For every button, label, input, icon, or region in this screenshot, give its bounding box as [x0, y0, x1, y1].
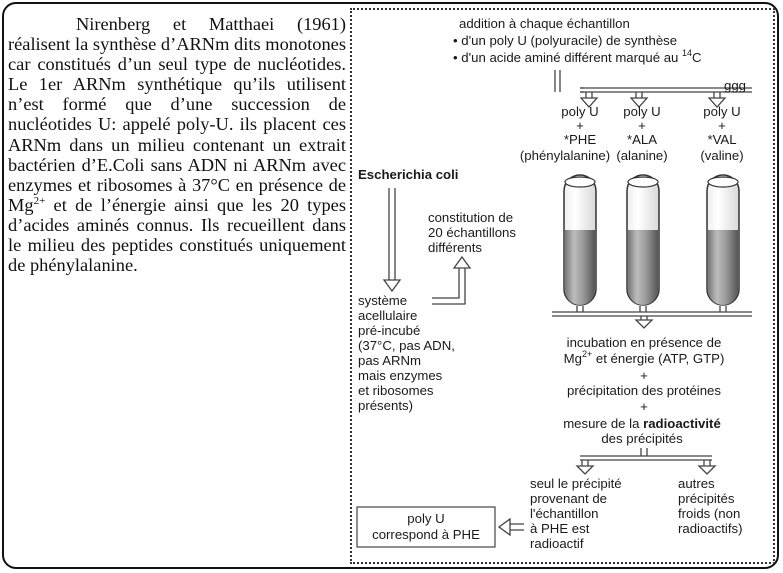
svg-text:radioactif: radioactif	[530, 536, 584, 551]
svg-text:poly U: poly U	[561, 104, 599, 119]
test-tube-val	[707, 175, 739, 305]
svg-text:à PHE est: à PHE est	[530, 521, 590, 536]
svg-text:présents): présents)	[358, 398, 413, 413]
result-right	[678, 476, 743, 536]
tube-label-val	[700, 104, 743, 163]
distribution-arrows	[555, 70, 752, 107]
header-line-3: • d'un acide aminé différent marqué au $^{14}$C	[453, 48, 702, 65]
step-plus-2: +	[640, 399, 648, 414]
svg-text:(valine): (valine)	[700, 148, 744, 163]
down-arrow-left	[384, 188, 400, 291]
svg-text:(phénylalanine): (phénylalanine)	[519, 148, 611, 163]
incubation-line-1: incubation en présence de	[566, 335, 722, 350]
constitution-line-3: différents	[428, 240, 483, 255]
measure-line-2: des précipités	[601, 431, 683, 446]
svg-text:froids (non: froids (non	[678, 506, 741, 521]
conclusion-line-1: poly U	[407, 511, 445, 526]
bracket-dots: ggg	[724, 78, 747, 93]
svg-text:pas ARNm: pas ARNm	[358, 353, 422, 368]
split-arrows	[577, 448, 715, 474]
svg-text:mais enzymes: mais enzymes	[358, 368, 443, 383]
paragraph-text-1: Nirenberg et Matthaei (1961) réalisent la synthèse d’ARNm dits monotones car constitués d’un seul type de nucléotides. Le 1er ARNm synthétique qu’ils utilisent n’est formé que d’une succession de nucléotides U: appelé poly-U. ils placent ces ARNm dans un milieu contenant un extrait bactérien d’E.Coli sans ADN ni ARNm avec enzymes et ribosomes à 37°C en présence de Mg	[8, 14, 346, 215]
paragraph-superscript: 2+	[33, 194, 46, 207]
system-description	[358, 293, 455, 413]
svg-text:et ribosomes: et ribosomes	[358, 383, 434, 398]
step-plus-1: +	[640, 368, 648, 383]
conclusion-box	[357, 507, 495, 547]
svg-text:système: système	[358, 293, 408, 308]
svg-text:*VAL: *VAL	[707, 132, 737, 147]
measure-line-1: mesure de la radioactivité	[563, 416, 721, 431]
paragraph-text-2: et de l’énergie ainsi que les 20 types d’acides aminés connus. Ils recueillent dans le milieu des peptides constitués uniquement de phénylalanine.	[8, 194, 346, 276]
svg-text:autres: autres	[678, 476, 715, 491]
svg-text:l'échantillon: l'échantillon	[530, 506, 599, 521]
svg-text:*PHE: *PHE	[563, 132, 597, 147]
description-paragraph	[8, 14, 346, 275]
constitution-line-2: 20 échantillons	[428, 225, 516, 240]
l-arrow	[432, 257, 470, 304]
tube-label-ala	[616, 104, 667, 163]
svg-text:poly U: poly U	[703, 104, 741, 119]
svg-text:précipités: précipités	[678, 491, 735, 506]
tube-label-phe	[520, 104, 610, 163]
svg-text:+: +	[576, 118, 584, 133]
incubation-line-2: $Mg^{2+}$ et énergie (ATP, GTP)	[563, 349, 725, 366]
svg-text:(37°C, pas ADN,: (37°C, pas ADN,	[358, 338, 455, 353]
diagram-panel	[350, 8, 775, 564]
constitution-line-1: constitution de	[428, 210, 514, 225]
experiment-diagram	[352, 10, 773, 562]
result-left	[530, 476, 622, 551]
svg-text:acellulaire: acellulaire	[358, 308, 418, 323]
svg-text:provenant de: provenant de	[530, 491, 607, 506]
svg-text:poly U: poly U	[623, 104, 661, 119]
svg-text:radioactifs): radioactifs)	[678, 521, 743, 536]
svg-text:*ALA: *ALA	[626, 132, 658, 147]
svg-text:+: +	[718, 118, 726, 133]
svg-text:pré-incubé: pré-incubé	[358, 323, 421, 338]
test-tube-phe	[564, 175, 596, 305]
left-arrow-conclusion	[499, 519, 524, 535]
organism-label: Escherichia coli	[358, 167, 459, 182]
svg-text:(alanine): (alanine)	[616, 148, 668, 163]
precipitation-step: précipitation des protéines	[567, 383, 721, 398]
svg-text:+: +	[638, 118, 646, 133]
header-line-1: addition à chaque échantillon	[459, 16, 630, 31]
svg-text:seul le précipité: seul le précipité	[530, 476, 622, 491]
test-tube-ala	[627, 175, 659, 305]
convergence-arrows	[552, 306, 752, 328]
header-line-2: • d'un poly U (polyuracile) de synthèse	[453, 33, 678, 48]
conclusion-line-2: correspond à PHE	[372, 527, 480, 542]
